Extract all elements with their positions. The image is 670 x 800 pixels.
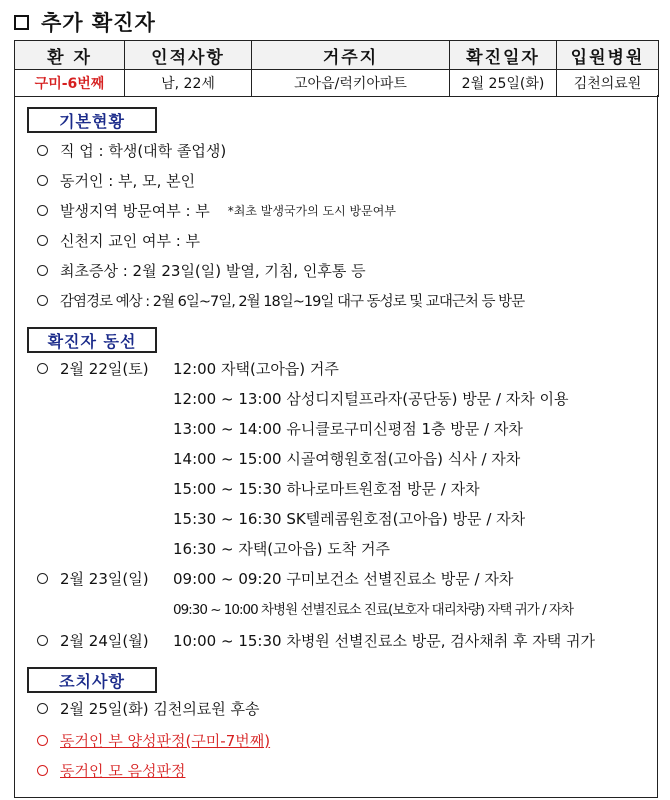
route-entry: 12:00 ~ 13:00 삼성디지털프라자(공단동) 방문 / 자차 이용 [173,389,569,408]
route-date: 2월 22일(토) [60,359,149,378]
list-item [37,169,195,191]
list-item [37,199,396,221]
circle-bullet-icon [37,235,48,246]
section-heading-action: 조치사항 [27,667,157,693]
route-entry: 14:00 ~ 15:00 시골여행원호점(고아읍) 식사 / 자차 [173,449,521,468]
patient-id-cell: 구미-6번째 [15,70,125,97]
circle-bullet-icon [37,363,48,374]
route-entry: 15:30 ~ 16:30 SK텔레콤원호점(고아읍) 방문 / 자차 [173,509,526,528]
table-header: 입원병원 [557,41,659,70]
circle-bullet-icon [37,265,48,276]
page-title: 추가 확진자 [41,11,156,35]
circle-bullet-icon [37,703,48,714]
route-entry: 15:00 ~ 15:30 하나로마트원호점 방문 / 자차 [173,479,480,498]
table-header: 인적사항 [125,41,252,70]
list-item [37,259,366,281]
section-heading-basic: 기본현황 [27,107,157,133]
section-heading-route: 확진자 동선 [27,327,157,353]
circle-bullet-icon [37,765,48,776]
route-date: 2월 24일(월) [60,631,149,650]
circle-bullet-icon [37,735,48,746]
list-item-highlight [37,759,185,781]
circle-bullet-icon [37,175,48,186]
table-header: 확진일자 [450,41,557,70]
patient-info-table [14,40,659,97]
table-cell: 2월 25일(화) [450,70,557,97]
table-header: 환 자 [15,41,125,70]
circle-bullet-icon [37,145,48,156]
list-item [37,697,260,719]
list-item-text: 감염경로 예상 : 2월 6일~7일, 2월 18일~19일 대구 동성로 및 교대근처 등 방문 [60,293,525,310]
table-cell: 남, 22세 [125,70,252,97]
route-day-item [37,357,149,379]
list-item-text: 2월 25일(화) 김천의료원 후송 [60,699,260,718]
table-cell: 김천의료원 [557,70,659,97]
route-entry: 09:00 ~ 09:20 구미보건소 선별진료소 방문 / 자차 [173,569,514,588]
list-item-text: 직 업 : 학생(대학 졸업생) [60,141,227,160]
list-item-text: 신천지 교인 여부 : 부 [60,231,201,250]
route-entry: 10:00 ~ 15:30 차병원 선별진료소 방문, 검사채취 후 자택 귀가 [173,631,596,650]
checkbox-icon [14,15,29,30]
list-item-text: 동거인 : 부, 모, 본인 [60,171,196,190]
table-cell: 고아읍/럭키아파트 [252,70,450,97]
route-day-item [37,629,149,651]
circle-bullet-icon [37,295,48,306]
list-item-text: 동거인 모 음성판정 [60,761,186,780]
list-item-text: 동거인 부 양성판정(구미-7번째) [60,731,271,750]
route-entry: 09:30 ~ 10:00 차병원 선별진료소 진료(보호자 대리차량) 자택 귀가 / 자차 [173,602,574,618]
list-item-highlight [37,729,270,751]
list-item [37,289,524,311]
circle-bullet-icon [37,205,48,216]
route-entry: 16:30 ~ 자택(고아읍) 도착 거주 [173,539,390,558]
route-entry: 12:00 자택(고아읍) 거주 [173,359,339,378]
list-item-text: 발생지역 방문여부 : 부 [60,201,210,220]
circle-bullet-icon [37,573,48,584]
list-item [37,139,226,161]
route-day-item [37,567,149,589]
route-date: 2월 23일(일) [60,569,149,588]
list-item-text: 최초증상 : 2월 23일(일) 발열, 기침, 인후통 등 [60,261,366,280]
circle-bullet-icon [37,635,48,646]
list-item [37,229,200,251]
details-box [14,95,658,798]
page-title-row [14,6,156,38]
table-row [15,70,659,97]
table-header: 거주지 [252,41,450,70]
table-header-row [15,41,659,70]
footnote-text: *최초 발생국가의 도시 방문여부 [227,203,396,218]
route-entry: 13:00 ~ 14:00 유니클로구미신평점 1층 방문 / 자차 [173,419,523,438]
